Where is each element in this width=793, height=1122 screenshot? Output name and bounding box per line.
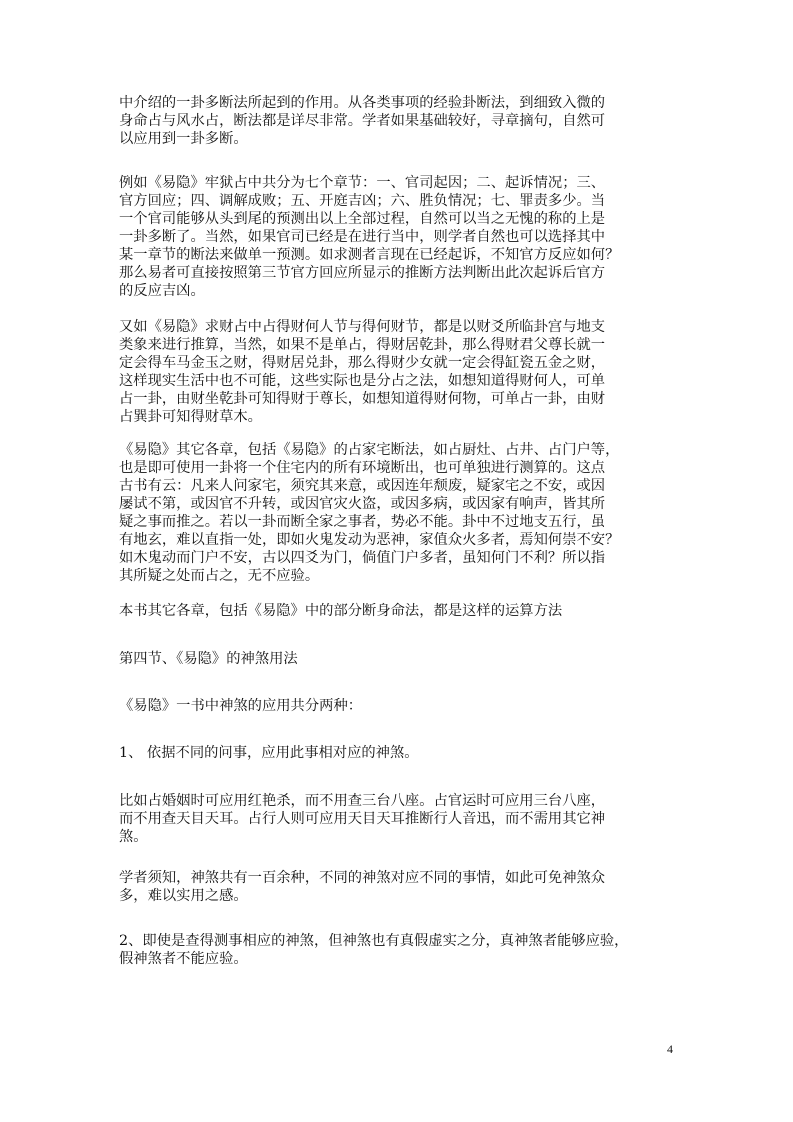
text-line: 也是即可使用一卦将一个住宅内的所有环境断出，也可单独进行测算的。这点 bbox=[119, 460, 606, 476]
text-line: 其所疑之处而占之，无不应验。 bbox=[119, 568, 320, 584]
paragraph-5 bbox=[119, 602, 679, 620]
text-line: 例如《易隐》牢狱占中共分为七个章节：一、官司起因；二、起诉情况；三、 bbox=[119, 175, 606, 191]
paragraph-9 bbox=[119, 792, 679, 846]
text-line: 而不用查天目天耳。占行人则可应用天目天耳推断行人音迅，而不需用其它神 bbox=[119, 811, 606, 827]
text-line: 又如《易隐》求财占中占得财何人节与得何财节，都是以财爻所临卦宫与地支 bbox=[119, 319, 606, 335]
paragraph-10 bbox=[119, 869, 679, 905]
text-line: 某一章节的断法来做单一预测。如求测者言现在已经起诉，不知官方反应如何？ bbox=[119, 247, 620, 263]
text-line: 一个官司能够从头到尾的预测出以上全部过程，自然可以当之无愧的称的上是 bbox=[119, 211, 606, 227]
text-line: 煞。 bbox=[119, 829, 148, 845]
text-line: 屡试不第，或因官不升转，或因官灾火盗，或因多病，或因家有响声，皆其所 bbox=[119, 496, 606, 512]
text-line: 1、 依据不同的问事，应用此事相对应的神煞。 bbox=[119, 745, 419, 761]
text-line: 学者须知，神煞共有一百余种，不同的神煞对应不同的事情，如此可免神煞众 bbox=[119, 870, 606, 886]
paragraph-1 bbox=[119, 94, 679, 148]
text-line: 官方回应；四、调解成败；五、开庭吉凶；六、胜负情况；七、罪责多少。当 bbox=[119, 193, 606, 209]
text-line: 一卦多断了。当然，如果官司已经是在进行当中，则学者自然也可以选择其中 bbox=[119, 229, 606, 245]
paragraph-2 bbox=[119, 174, 679, 300]
page-number: 4 bbox=[667, 1042, 673, 1056]
paragraph-4 bbox=[119, 441, 679, 585]
text-line: 中介绍的一卦多断法所起到的作用。从各类事项的经验卦断法，到细致入微的 bbox=[119, 95, 606, 111]
paragraph-3 bbox=[119, 318, 679, 426]
text-line: 那么易者可直接按照第三节官方回应所显示的推断方法判断出此次起诉后官方 bbox=[119, 265, 606, 281]
text-line: 身命占与风水占，断法都是详尽非常。学者如果基础较好，寻章摘句，自然可 bbox=[119, 113, 606, 129]
text-line: 占巽卦可知得财草木。 bbox=[119, 409, 262, 425]
section-heading bbox=[119, 650, 679, 668]
text-line: 这样现实生活中也不可能，这些实际也是分占之法，如想知道得财何人，可单 bbox=[119, 373, 606, 389]
text-line: 本书其它各章，包括《易隐》中的部分断身命法，都是这样的运算方法 bbox=[119, 603, 563, 619]
text-line: 比如占婚姻时可应用红艳杀，而不用查三台八座。占官运时可应用三台八座， bbox=[119, 793, 606, 809]
text-line: 假神煞者不能应验。 bbox=[119, 951, 248, 967]
text-line: 占一卦，由财坐乾卦可知得财于尊长，如想知道得财何物，可单占一卦，由财 bbox=[119, 391, 606, 407]
text-line: 的反应吉凶。 bbox=[119, 283, 205, 299]
text-line: 古书有云：凡来人问家宅，须究其来意，或因连年颓废，疑家宅之不安，或因 bbox=[119, 478, 606, 494]
list-item-2 bbox=[119, 932, 679, 968]
text-line: 以应用到一卦多断。 bbox=[119, 131, 248, 147]
text-line: 如木鬼动而门户不安，古以四爻为门，倘值门户多者，虽知何门不利？所以指 bbox=[119, 550, 606, 566]
text-line: 《易隐》一书中神煞的应用共分两种： bbox=[119, 698, 363, 714]
text-line: 定会得车马金玉之财，得财居兑卦，那么得财少女就一定会得缸瓷五金之财， bbox=[119, 355, 606, 371]
text-line: 《易隐》其它各章，包括《易隐》的占家宅断法，如占厨灶、占井、占门户等， bbox=[119, 442, 620, 458]
text-line: 2、即使是查得测事相应的神煞，但神煞也有真假虚实之分，真神煞者能够应验， bbox=[119, 933, 629, 949]
text-line: 类象来进行推算，当然，如果不是单占，得财居乾卦，那么得财君父尊长就一 bbox=[119, 337, 606, 353]
text-line: 疑之事而推之。若以一卦而断全家之事者，势必不能。卦中不过地支五行，虽 bbox=[119, 514, 606, 530]
text-line: 第四节、《易隐》的神煞用法 bbox=[119, 651, 298, 667]
list-item-1 bbox=[119, 744, 679, 762]
paragraph-7 bbox=[119, 697, 679, 715]
text-line: 有地玄，难以直指一处，即如火鬼发动为恶神，家值众火多者，焉知何崇不安？ bbox=[119, 532, 620, 548]
text-line: 多，难以实用之感。 bbox=[119, 888, 248, 904]
